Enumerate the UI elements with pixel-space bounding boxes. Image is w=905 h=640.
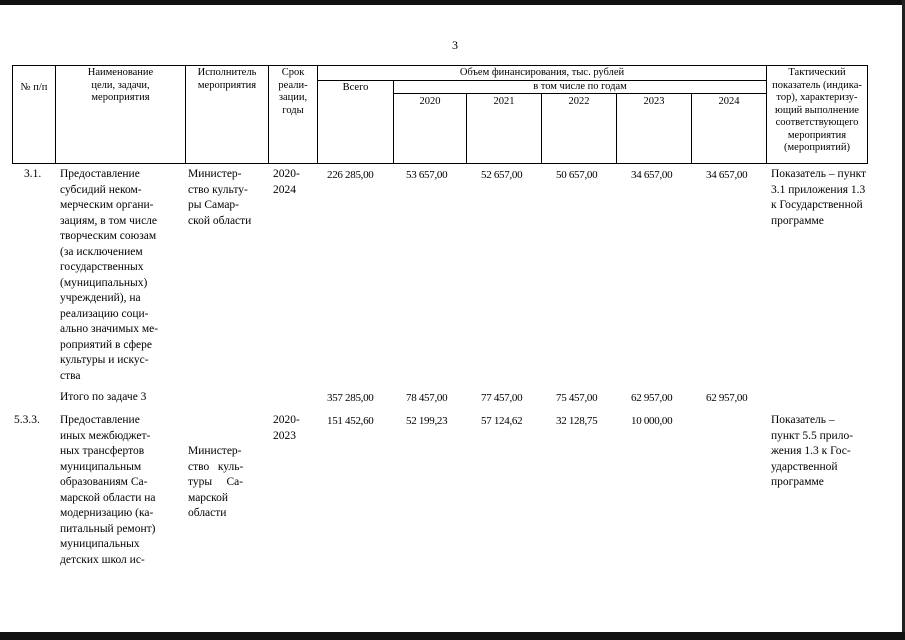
subtotal-2022: 75 457,00	[556, 392, 598, 404]
row-5-3-3-executor: Министер- ство куль- туры Са- марской области	[188, 445, 244, 519]
col-line	[12, 65, 13, 164]
table-top-line	[12, 65, 867, 66]
row-3-1-name: Предоставление субсидий неком- мерческим органи- зациям, в том числе творческим союзам (за исключением государственных (муниципальных) учреждений), на реализацию соци- ально значимых ме- роприятий в сфере культуры и искус- ства	[60, 168, 159, 382]
scan-bottom-border	[0, 632, 905, 640]
header-year-2022: 2022	[568, 96, 590, 107]
page-number: 3	[452, 38, 458, 52]
row-5-3-3-2020: 52 199,23	[406, 415, 448, 427]
header-term: Срок реали- зации, годы	[278, 67, 308, 116]
header-total: Всего	[342, 82, 369, 93]
header-bottom-line	[12, 163, 867, 164]
subtotal-2021: 77 457,00	[481, 392, 523, 404]
row-5-3-3-total: 151 452,60	[327, 415, 374, 427]
row-5-3-3-2021: 57 124,62	[481, 415, 523, 427]
row-3-1-indicator: Показатель – пункт 3.1 приложения 1.3 к Государственной программе	[771, 168, 867, 227]
row-5-3-3-2023: 10 000,00	[631, 415, 673, 427]
header-by-years: в том числе по годам	[533, 81, 627, 92]
row-3-1-2023: 34 657,00	[631, 169, 673, 181]
row-3-1-2022: 50 657,00	[556, 169, 598, 181]
subtotal-label: Итого по задаче 3	[60, 391, 147, 403]
row-5-3-3-name: Предоставление иных межбюджет- ных трансфертов муниципальным образованиям Са- марской области на модернизацию (ка- питальный ремонт) муниципальных детских школ ис-	[60, 414, 156, 566]
row-5-3-3-2022: 32 128,75	[556, 415, 598, 427]
col-line	[867, 65, 868, 164]
header-year-2021: 2021	[493, 96, 515, 107]
header-year-2020: 2020	[419, 96, 441, 107]
header-year-2024: 2024	[718, 96, 740, 107]
row-5-3-3-term: 2020- 2023	[273, 414, 300, 442]
row-3-1-2021: 52 657,00	[481, 169, 523, 181]
header-indicator: Тактический показатель (индика- тор), характеризу- ющий выполнение соответствующего мероприятия (мероприятий)	[772, 67, 862, 153]
row-3-1-total: 226 285,00	[327, 169, 374, 181]
header-num: № п/п	[20, 82, 48, 93]
subtotal-2020: 78 457,00	[406, 392, 448, 404]
subtotal-2023: 62 957,00	[631, 392, 673, 404]
row-5-3-3-num: 5.3.3.	[14, 414, 40, 426]
header-financing-title: Объем финансирования, тыс. рублей	[459, 67, 625, 78]
header-name: Наименование цели, задачи, мероприятия	[87, 67, 154, 103]
row-3-1-executor: Министер- ство культу- ры Самар- ской области	[188, 168, 252, 227]
subtotal-total: 357 285,00	[327, 392, 374, 404]
row-3-1-2024: 34 657,00	[706, 169, 748, 181]
row-3-1-num: 3.1.	[24, 168, 42, 180]
header-year-2023: 2023	[643, 96, 665, 107]
header-executor: Исполнитель мероприятия	[197, 67, 257, 91]
col-line	[317, 65, 318, 164]
row-3-1-term: 2020- 2024	[273, 168, 300, 196]
row-5-3-3-indicator: Показатель – пункт 5.5 прило- жения 1.3 к Гос- ударственной программе	[771, 414, 854, 488]
subtotal-2024: 62 957,00	[706, 392, 748, 404]
scan-top-border	[0, 0, 905, 5]
row-3-1-2020: 53 657,00	[406, 169, 448, 181]
